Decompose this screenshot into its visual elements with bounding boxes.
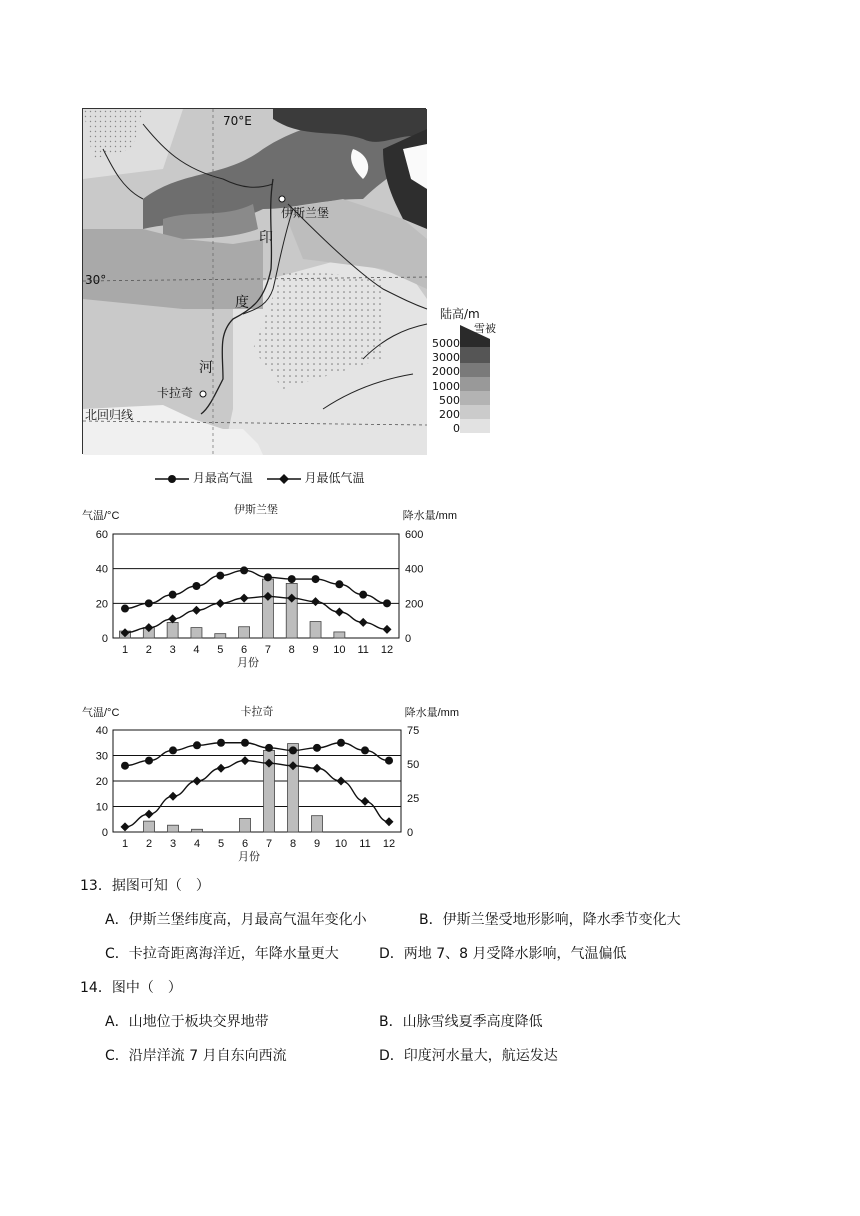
max-temp-line	[125, 570, 387, 608]
precip-bar	[240, 818, 251, 832]
city-label-karachi: 卡拉奇	[157, 386, 194, 400]
precip-bar	[239, 627, 250, 638]
x-tick: 5	[217, 838, 225, 850]
elevation-level: 5000	[432, 337, 460, 350]
elevation-legend	[432, 305, 502, 440]
max-temp-point	[169, 591, 177, 599]
max-temp-legend-icon	[155, 473, 189, 485]
max-temp-point	[265, 744, 273, 752]
min-temp-point	[241, 756, 250, 765]
max-temp-point	[217, 739, 225, 747]
max-temp-point	[193, 741, 201, 749]
min-temp-line	[125, 761, 389, 827]
max-temp-point	[337, 739, 345, 747]
y-tick-right: 75	[407, 725, 420, 737]
x-tick: 8	[289, 838, 297, 850]
river-label-char-2: 度	[235, 295, 249, 311]
max-temp-point	[264, 573, 272, 581]
question-14-option-c[interactable]: C．沿岸洋流 7 月自东向西流	[105, 1048, 287, 1064]
question-14-option-b[interactable]: B．山脉雪线夏季高度降低	[379, 1014, 543, 1030]
y-tick-right: 600	[405, 529, 424, 541]
min-temp-point	[240, 594, 249, 603]
x-tick: 8	[288, 644, 295, 656]
precip-bar	[310, 622, 321, 638]
tropic-label: 北回归线	[85, 408, 134, 422]
y-tick-right: 0	[407, 827, 414, 839]
precip-bar	[191, 628, 202, 638]
y-tick-left: 10	[95, 801, 108, 814]
x-tick: 9	[313, 838, 321, 850]
y-tick-left: 40	[95, 725, 108, 737]
min-temp-point	[337, 777, 346, 786]
min-temp-point	[217, 764, 226, 773]
elevation-level: 3000	[432, 351, 460, 365]
x-tick: 7	[264, 644, 271, 656]
min-temp-point	[145, 810, 154, 819]
x-tick: 1	[121, 644, 129, 656]
x-tick: 6	[241, 838, 249, 850]
question-14-option-d[interactable]: D．印度河水量大，航运发达	[379, 1048, 558, 1064]
elevation-level: 0	[453, 422, 460, 436]
y-tick-right: 50	[407, 759, 420, 771]
max-temp-point	[169, 746, 177, 754]
max-temp-point	[361, 746, 369, 754]
question-13-option-a[interactable]: A．伊斯兰堡纬度高，月最高气温年变化小	[105, 912, 367, 928]
max-temp-point	[359, 591, 367, 599]
chart-title: 伊斯兰堡	[234, 504, 278, 516]
question-13-stem: 13．据图可知（ ）	[80, 878, 210, 894]
question-14-option-a[interactable]: A．山地位于板块交界地带	[105, 1014, 269, 1030]
y-tick-left: 40	[95, 563, 108, 576]
min-temp-point	[361, 797, 370, 806]
precip-bar	[215, 634, 226, 638]
question-13-option-c[interactable]: C．卡拉奇距离海洋近，年降水量更大	[105, 946, 339, 962]
min-temp-point	[121, 822, 130, 831]
y-axis-left-label: 气温/°C	[82, 707, 120, 719]
y-axis-right-label: 降水量/mm	[402, 510, 457, 522]
precip-bar	[262, 579, 273, 638]
max-temp-point	[121, 605, 129, 613]
x-tick: 3	[169, 644, 176, 656]
elevation-level: 200	[439, 408, 460, 422]
x-tick: 10	[334, 838, 348, 850]
river-label-char-3: 河	[199, 360, 213, 376]
y-tick-right: 0	[405, 633, 412, 645]
min-temp-legend-label: 月最低气温	[304, 471, 365, 485]
min-temp-point	[193, 777, 202, 786]
elevation-level: 2000	[432, 365, 460, 379]
chart-legend	[155, 469, 365, 487]
x-tick: 11	[357, 644, 369, 656]
x-tick: 11	[359, 838, 371, 850]
y-tick-right: 25	[407, 793, 420, 805]
x-tick: 3	[169, 838, 177, 850]
min-temp-point	[311, 597, 320, 606]
max-temp-point	[216, 572, 224, 580]
y-tick-right: 200	[405, 598, 424, 611]
question-14-stem: 14．图中（ ）	[80, 980, 182, 996]
elevation-legend-title: 陆高/m	[440, 307, 480, 321]
x-tick: 4	[193, 644, 200, 656]
min-temp-line	[125, 596, 387, 632]
min-temp-point	[359, 618, 368, 627]
y-tick-left: 30	[95, 750, 108, 763]
x-tick: 12	[382, 838, 396, 850]
max-temp-legend-label: 月最高气温	[192, 471, 253, 485]
max-temp-point	[312, 575, 320, 583]
x-tick: 6	[241, 644, 248, 656]
max-temp-point	[241, 739, 249, 747]
x-tick: 10	[333, 644, 346, 656]
precip-bar	[168, 825, 179, 832]
latitude-label: 30°	[85, 273, 107, 287]
elevation-level: 500	[439, 393, 460, 407]
precip-bar	[286, 583, 297, 638]
x-axis-label: 月份	[238, 851, 260, 863]
max-temp-point	[383, 599, 391, 607]
min-temp-point	[335, 608, 344, 617]
chart-title: 卡拉奇	[240, 706, 274, 718]
precip-bar	[144, 821, 155, 832]
max-temp-point	[145, 757, 153, 765]
y-tick-left: 0	[101, 633, 108, 645]
question-13-option-d[interactable]: D．两地 7、8 月受降水影响，气温偏低	[379, 946, 627, 962]
precip-bar	[334, 632, 345, 638]
max-temp-point	[121, 762, 129, 770]
y-tick-left: 60	[95, 529, 108, 541]
y-tick-left: 20	[95, 776, 108, 788]
precip-bar	[312, 816, 323, 832]
min-temp-point	[313, 764, 322, 773]
y-axis-right-label: 降水量/mm	[404, 707, 459, 719]
x-tick: 7	[265, 838, 273, 850]
y-tick-left: 0	[101, 827, 108, 839]
x-tick: 2	[145, 838, 153, 850]
karachi-climate-chart	[80, 700, 459, 865]
x-axis-label: 月份	[237, 657, 259, 669]
min-temp-point	[216, 599, 225, 608]
max-temp-point	[313, 744, 321, 752]
max-temp-point	[288, 575, 296, 583]
x-tick: 1	[121, 838, 129, 850]
max-temp-point	[335, 580, 343, 588]
precip-bar	[288, 744, 299, 832]
max-temp-point	[145, 599, 153, 607]
x-tick: 9	[312, 644, 319, 656]
x-tick: 4	[193, 838, 201, 850]
question-13-option-b[interactable]: B．伊斯兰堡受地形影响，降水季节变化大	[419, 912, 681, 928]
plot-frame	[113, 534, 399, 638]
elevation-color-ramp	[460, 325, 492, 435]
elevation-level: 1000	[432, 379, 460, 393]
min-temp-legend-icon	[267, 473, 301, 485]
max-temp-point	[289, 746, 297, 754]
longitude-label: 70°E	[223, 114, 252, 128]
max-temp-point	[240, 566, 248, 574]
min-temp-point	[169, 792, 178, 801]
x-tick: 2	[145, 644, 152, 656]
y-tick-right: 400	[405, 563, 424, 576]
precip-bar	[167, 622, 178, 638]
precip-bar	[192, 829, 203, 832]
x-tick: 12	[380, 644, 394, 656]
glacier-label: 雪被	[474, 322, 496, 335]
map-graphic	[83, 109, 427, 455]
min-temp-point	[192, 606, 201, 615]
city-label-islamabad: 伊斯兰堡	[281, 206, 330, 220]
max-temp-point	[385, 757, 393, 765]
river-label-char-1: 印	[259, 230, 273, 246]
elevation-levels	[432, 337, 460, 436]
min-temp-point	[383, 625, 392, 634]
x-tick: 5	[217, 644, 224, 656]
islamabad-climate-chart	[80, 497, 457, 675]
topographic-map	[82, 108, 426, 454]
y-tick-left: 20	[95, 598, 108, 611]
y-axis-left-label: 气温/°C	[82, 510, 120, 522]
min-temp-point	[385, 817, 394, 826]
max-temp-point	[192, 582, 200, 590]
